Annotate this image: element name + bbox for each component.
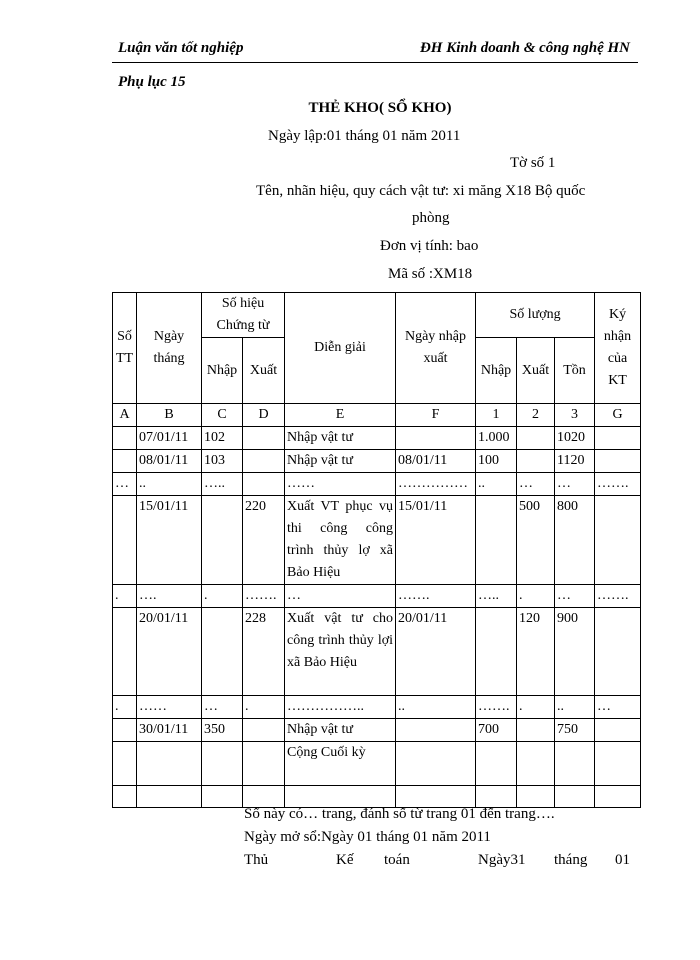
table-row — [113, 696, 641, 719]
table-cell — [595, 496, 641, 585]
table-cell — [396, 427, 476, 450]
footer-date-month-val: 01 — [615, 852, 630, 868]
table-cell — [595, 450, 641, 473]
table-row — [113, 496, 641, 585]
table-cell: 20/01/11 — [396, 608, 476, 696]
column-code: D — [243, 404, 285, 427]
table-cell: 900 — [555, 608, 595, 696]
header-divider — [112, 62, 638, 63]
table-cell — [396, 742, 476, 786]
table-row — [113, 742, 641, 786]
table-cell: 07/01/11 — [137, 427, 202, 450]
table-cell: Nhập vật tư — [285, 450, 396, 473]
table-cell: …… — [285, 473, 396, 496]
header-qty-balance: Tồn — [555, 338, 595, 404]
table-cell — [476, 742, 517, 786]
table-cell: . — [202, 585, 243, 608]
table-cell: 220 — [243, 496, 285, 585]
header-left: Luận văn tốt nghiệp — [118, 40, 244, 56]
table-cell — [595, 742, 641, 786]
table-row — [113, 608, 641, 696]
table-row — [113, 786, 641, 808]
table-cell: 700 — [476, 719, 517, 742]
table-cell: . — [517, 585, 555, 608]
table-cell — [243, 786, 285, 808]
table-cell — [243, 719, 285, 742]
table-cell: Cộng Cuối kỳ — [285, 742, 396, 786]
table-cell — [476, 786, 517, 808]
table-cell — [202, 742, 243, 786]
header-right: ĐH Kinh doanh & công nghệ HN — [419, 40, 630, 56]
footer-date-day: Ngày31 — [478, 852, 526, 868]
table-cell: 20/01/11 — [137, 608, 202, 696]
footer-pages: Sổ này có… trang, đánh số từ trang 01 đến trang…. — [244, 806, 555, 822]
table-cell: 30/01/11 — [137, 719, 202, 742]
table-cell — [113, 719, 137, 742]
table-cell: ……. — [595, 585, 641, 608]
footer-storekeeper: Thủ — [244, 852, 269, 868]
table-cell: . — [243, 696, 285, 719]
table-cell: ….. — [476, 585, 517, 608]
table-cell: 800 — [555, 496, 595, 585]
table-cell: Xuất vật tư cho công trình thủy lợi xã Bảo Hiệu — [285, 608, 396, 696]
unit-of-measure: Đơn vị tính: bao — [380, 238, 479, 254]
header-qty-out: Xuất — [517, 338, 555, 404]
sheet-number: Tờ số 1 — [510, 155, 556, 171]
table-cell: . — [517, 696, 555, 719]
table-cell — [137, 742, 202, 786]
table-cell — [476, 608, 517, 696]
table-row — [113, 450, 641, 473]
table-cell — [476, 496, 517, 585]
column-code: 1 — [476, 404, 517, 427]
table-cell: Nhập vật tư — [285, 719, 396, 742]
table-cell — [555, 742, 595, 786]
table-cell — [113, 496, 137, 585]
table-cell: … — [113, 473, 137, 496]
table-cell — [113, 450, 137, 473]
table-cell: Xuất VT phục vụ thi công công trình thủy lợ xã Bảo Hiệu — [285, 496, 396, 585]
table-cell: 08/01/11 — [396, 450, 476, 473]
table-cell — [243, 473, 285, 496]
table-cell: . — [113, 585, 137, 608]
header-description: Diễn giải — [285, 293, 396, 404]
table-cell: ……. — [396, 585, 476, 608]
table-cell: … — [202, 696, 243, 719]
table-cell — [517, 427, 555, 450]
header-voucher: Số hiệu Chứng từ — [202, 293, 285, 338]
table-cell — [595, 427, 641, 450]
header-date: Ngày tháng — [137, 293, 202, 404]
table-cell: .. — [555, 696, 595, 719]
table-cell: … — [517, 473, 555, 496]
table-cell — [517, 450, 555, 473]
column-code: A — [113, 404, 137, 427]
table-cell: Nhập vật tư — [285, 427, 396, 450]
table-cell — [202, 608, 243, 696]
table-cell — [595, 786, 641, 808]
table-cell — [113, 427, 137, 450]
table-cell — [243, 742, 285, 786]
table-cell: .. — [396, 696, 476, 719]
column-code: 3 — [555, 404, 595, 427]
table-cell — [243, 427, 285, 450]
header-voucher-in: Nhập — [202, 338, 243, 404]
table-cell: …… — [137, 696, 202, 719]
column-code: 2 — [517, 404, 555, 427]
table-cell — [396, 719, 476, 742]
table-cell — [396, 786, 476, 808]
table-cell — [137, 786, 202, 808]
table-cell: 15/01/11 — [396, 496, 476, 585]
table-cell — [517, 742, 555, 786]
table-cell: 228 — [243, 608, 285, 696]
stock-card-table — [112, 292, 641, 808]
table-cell — [202, 786, 243, 808]
column-code: E — [285, 404, 396, 427]
header-signature: Ký nhận của KT — [595, 293, 641, 404]
appendix-label: Phụ lục 15 — [118, 74, 186, 90]
column-code: C — [202, 404, 243, 427]
table-cell: ……. — [243, 585, 285, 608]
header-qty-in: Nhập — [476, 338, 517, 404]
table-cell: .. — [476, 473, 517, 496]
table-cell: 500 — [517, 496, 555, 585]
table-cell: 1120 — [555, 450, 595, 473]
table-cell: …. — [137, 585, 202, 608]
table-row — [113, 473, 641, 496]
header-voucher-out: Xuất — [243, 338, 285, 404]
table-cell: 1.000 — [476, 427, 517, 450]
table-row — [113, 427, 641, 450]
table-row — [113, 585, 641, 608]
footer-date-month: tháng — [554, 852, 588, 868]
table-cell — [113, 742, 137, 786]
table-cell — [517, 719, 555, 742]
item-code: Mã số :XM18 — [388, 266, 473, 282]
table-cell — [595, 719, 641, 742]
column-code: F — [396, 404, 476, 427]
footer-accountant-2: toán — [384, 852, 410, 868]
column-code-row — [113, 404, 641, 427]
document-title: THẺ KHO( SỔ KHO) — [308, 100, 452, 116]
table-cell — [555, 786, 595, 808]
table-row — [113, 719, 641, 742]
column-code: G — [595, 404, 641, 427]
table-cell — [113, 608, 137, 696]
table-cell — [595, 608, 641, 696]
table-cell: 102 — [202, 427, 243, 450]
table-cell: 103 — [202, 450, 243, 473]
table-cell: 15/01/11 — [137, 496, 202, 585]
table-cell — [285, 786, 396, 808]
table-cell: .. — [137, 473, 202, 496]
table-cell: 100 — [476, 450, 517, 473]
table-cell — [113, 786, 137, 808]
table-cell: . — [113, 696, 137, 719]
table-cell: 120 — [517, 608, 555, 696]
table-cell: 08/01/11 — [137, 450, 202, 473]
header-quantity: Số lượng — [476, 293, 595, 338]
table-cell: 750 — [555, 719, 595, 742]
header-io-date: Ngày nhập xuất — [396, 293, 476, 404]
item-description-cont: phòng — [412, 210, 450, 226]
table-cell: … — [555, 585, 595, 608]
table-cell — [202, 496, 243, 585]
item-description: Tên, nhãn hiệu, quy cách vật tư: xi măng X18 Bộ quốc — [256, 183, 586, 199]
header-stt: Số TT — [113, 293, 137, 404]
column-code: B — [137, 404, 202, 427]
footer-open-date: Ngày mở sổ:Ngày 01 tháng 01 năm 2011 — [244, 829, 491, 845]
footer-accountant: Kế — [336, 852, 354, 868]
table-cell: 350 — [202, 719, 243, 742]
table-cell — [517, 786, 555, 808]
table-cell: … — [555, 473, 595, 496]
date-created: Ngày lập:01 tháng 01 năm 2011 — [268, 128, 461, 144]
table-cell: ……. — [476, 696, 517, 719]
table-cell: …………… — [396, 473, 476, 496]
table-cell — [243, 450, 285, 473]
table-cell: …………….. — [285, 696, 396, 719]
table-cell: ……. — [595, 473, 641, 496]
table-cell: ….. — [202, 473, 243, 496]
table-cell: … — [595, 696, 641, 719]
table-cell: 1020 — [555, 427, 595, 450]
table-cell: … — [285, 585, 396, 608]
